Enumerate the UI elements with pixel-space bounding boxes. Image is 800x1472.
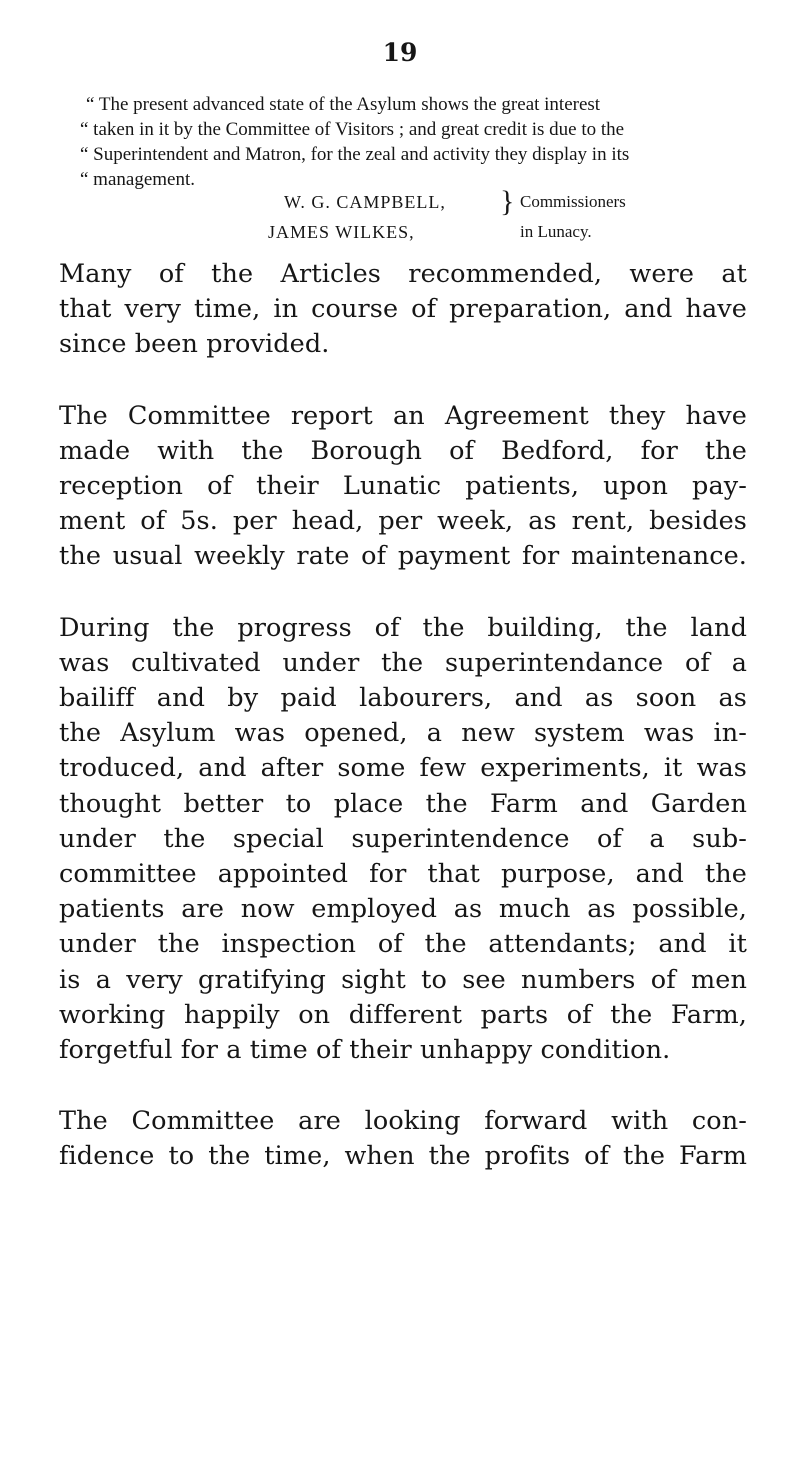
paragraph	[59, 1104, 747, 1174]
text-line: fidence to the time, when the profits of the Farm	[59, 1141, 747, 1172]
text-line: made with the Borough of Bedford, for the	[59, 435, 747, 466]
text-line: committee appointed for that purpose, and the	[59, 859, 747, 890]
paragraph	[59, 611, 747, 1069]
body-text	[59, 257, 747, 1211]
role-line: in Lunacy.	[520, 222, 592, 241]
text-line: thought better to place the Farm and Garden	[59, 788, 747, 819]
text-line: working happily on different parts of the Farm,	[59, 999, 747, 1030]
quoted-report	[80, 92, 756, 192]
text-line: The Committee report an Agreement they have	[59, 400, 747, 431]
text-line: During the progress of the building, the land	[59, 612, 747, 643]
text-line: under the inspection of the attendants; and it	[59, 929, 747, 960]
quote-line: “ The present advanced state of the Asylum shows the great interest	[86, 94, 601, 115]
text-line: was cultivated under the superintendance of a	[59, 647, 747, 678]
page-number: 19	[382, 38, 418, 67]
signatory-names	[268, 187, 446, 247]
quote-line: “ taken in it by the Committee of Visitors ; and great credit is due to the	[80, 119, 625, 140]
text-line: forgetful for a time of their unhappy condition.	[59, 1035, 671, 1066]
quote-line: “ Superintendent and Matron, for the zeal and activity they display in its	[80, 144, 630, 165]
signatory-name: JAMES WILKES,	[268, 222, 415, 242]
signatory-role	[520, 187, 626, 247]
text-line: patients are now employed as much as possible,	[59, 894, 747, 925]
text-line: under the special superintendence of a sub-	[59, 823, 747, 854]
paragraph	[59, 399, 747, 575]
text-line: ment of 5s. per head, per week, as rent, besides	[59, 506, 747, 537]
text-line: that very time, in course of preparation, and have	[59, 294, 747, 325]
text-line: Many of the Articles recommended, were at	[59, 259, 747, 289]
text-line: The Committee are looking forward with con-	[59, 1106, 747, 1137]
signatory-name: W. G. CAMPBELL,	[284, 192, 446, 212]
text-line: bailiff and by paid labourers, and as soon as	[59, 683, 747, 714]
text-line: troduced, and after some few experiments, it was	[59, 753, 747, 784]
paragraph	[59, 257, 747, 363]
text-line: the usual weekly rate of payment for maintenance.	[59, 541, 747, 572]
text-line: the Asylum was opened, a new system was in-	[59, 718, 747, 749]
signature-block	[268, 187, 768, 247]
text-line: since been provided.	[59, 329, 330, 360]
text-line: reception of their Lunatic patients, upon pay-	[59, 471, 747, 502]
role-line: Commissioners	[520, 192, 626, 211]
curly-brace-icon: }	[500, 185, 515, 218]
quote-line: “ management.	[80, 169, 196, 190]
text-line: is a very gratifying sight to see numbers of men	[59, 964, 747, 995]
